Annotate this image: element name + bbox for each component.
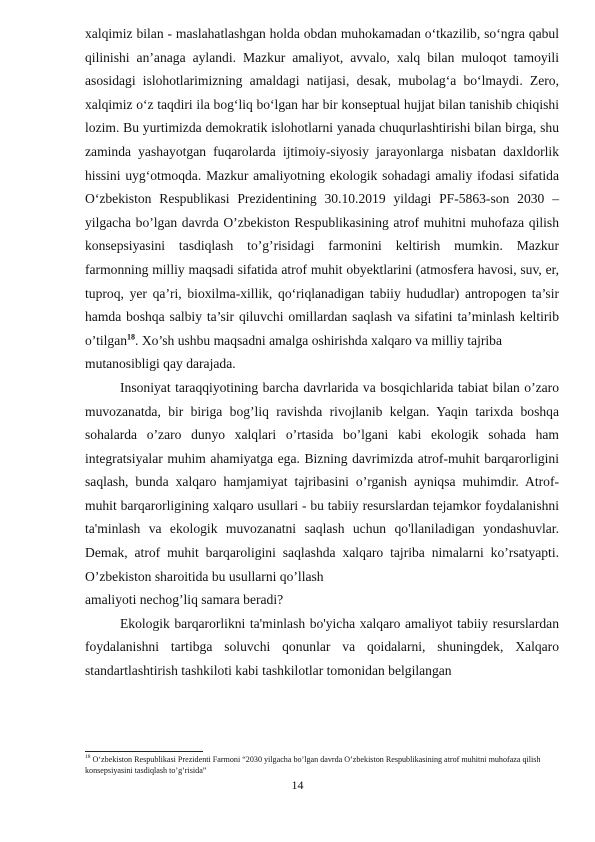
footnote-text: O‘zbekiston Respublikasi Prezidenti Farmoni “2030 yilgacha bo’lgan davrda O’zbekiston Respublikasining atrof muhitni muhofaza qilish konsepsiyasini tasdiqlash to’g’risida” (85, 755, 541, 775)
page-number: 14 (291, 778, 304, 792)
document-body (85, 22, 559, 683)
paragraph-1-text: xalqimiz bilan - maslahatlashgan holda obdan muhokamadan o‘tkazilib, so‘ngra qabul qilinishi an’anaga aylandi. Mazkur amaliyot, avvalo, xalq bilan muloqot tamoyili asosidagi islohotlarimizning amaldagi natijasi, desak, mubolag‘a bo‘lmaydi. Zero, xalqimiz o‘z taqdiri ila bog‘liq bo‘lgan har bir konseptual hujjat bilan tanishib chiqishi lozim. Bu yurtimizda demokratik islohotlarni yanada chuqurlashtirishi bilan birga, shu zaminda yashayotgan fuqarolarda ijtimoiy-siyosiy jarayonlarga nisbatan daxldorlik hissini uyg‘otmoqda. Mazkur amaliyotning ekologik sohadagi amaliy ifodasi sifatida O‘zbekiston Respublikasi Prezidentining 30.10.2019 yildagi PF-5863-son 2030 – yilgacha bo’lgan davrda O’zbekiston Respublikasining atrof muhitni muhofaza qilish konsepsiyasini tasdiqlash to’g’risidagi farmonini keltirish mumkin. Mazkur farmonning milliy maqsadi sifatida atrof muhit obyektlarini (atmosfera havosi, suv, er, tuproq, yer qa’ri, bioxilma-xillik, qo‘riqlanadigan tabiiy hududlar) antropogen ta’sir hamda boshqa salbiy ta’sir qiluvchi omillardan saqlash va sifatini ta’minlash keltirib o’tilgan (85, 26, 559, 348)
footnote-divider (85, 751, 203, 752)
footnote-number: 18 (85, 754, 91, 761)
paragraph-2-text: Insoniyat taraqqiyotining barcha davrlarida va bosqichlarida tabiat bilan o’zaro muvozanatda, bir biriga bog’liq ravishda rivojlanib kelgan. Yaqin tarixda boshqa sohalarda o’zaro dunyo xalqlari o’rtasida bo’lgani kabi ekologik sohada ham integratsiyalar muhim ahamiyatga ega. Bizning davrimizda atrof-muhit barqarorligini saqlash, bunda xalqaro hamjamiyat tajribasini o’rganish ayniqsa muhimdir. Atrof-muhit barqarorligining xalqaro usullari - bu tabiiy resurslardan tejamkor foydalanishni ta'minlash va ekologik muvozanatni saqlash uchun qo'llaniladigan yondashuvlar. Demak, atrof muhit barqaroligini saqlashda xalqaro tajriba nimalarni ko’rsatyapti. O’zbekiston sharoitida bu usullarni qo’llash (85, 379, 559, 584)
paragraph-3 (85, 612, 559, 683)
paragraph-2-last-line: amaliyoti nechog’liq samara beradi? (85, 592, 284, 608)
footnote-reference[interactable]: 18 (127, 332, 136, 342)
footnote (85, 754, 559, 776)
paragraph-3-text: Ekologik barqarorlikni ta'minlash bo'yicha xalqaro amaliyot tabiiy resurslardan foydalanishni tartibga soluvchi qonunlar va qoidalarni, shuningdek, Xalqaro standartlashtirish tashkiloti kabi tashkilotlar tomonidan belgilangan (85, 615, 559, 679)
paragraph-1-text-cont: . Xo’sh ushbu maqsadni amalga oshirishda xalqaro va milliy tajriba (135, 332, 503, 348)
paragraph-1-last-line: mutanosibligi qay darajada. (85, 356, 236, 372)
paragraph-1 (85, 22, 559, 376)
paragraph-2 (85, 376, 559, 612)
